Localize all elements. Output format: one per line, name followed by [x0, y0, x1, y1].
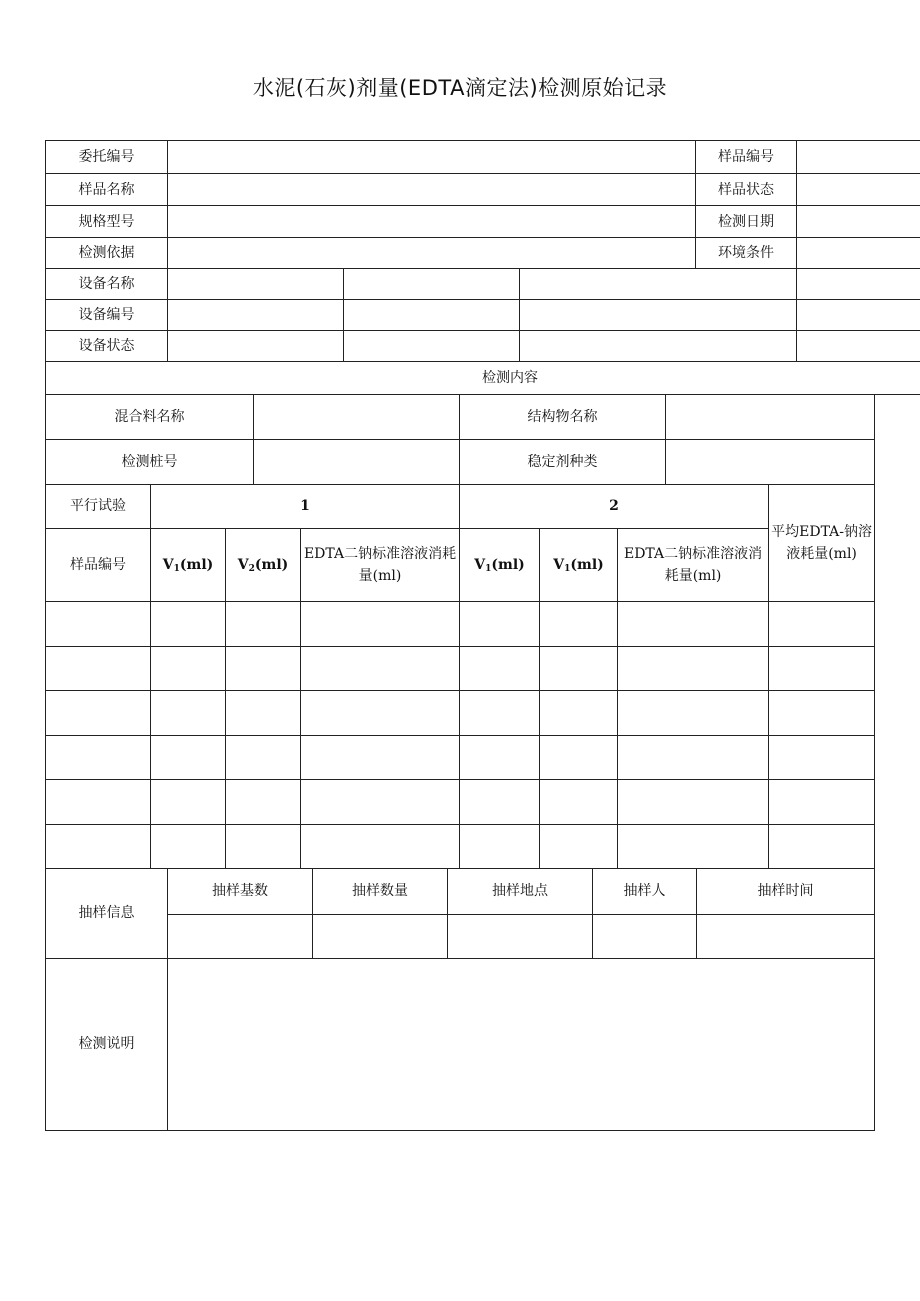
cell[interactable] — [226, 736, 301, 780]
equipment-no-field-2[interactable] — [344, 300, 520, 331]
table-row — [46, 825, 875, 869]
remarks-table — [45, 959, 875, 1132]
average-edta-header — [769, 485, 875, 602]
table-row — [46, 647, 875, 691]
v1b-header-group2: $V_1(ml)$ — [540, 529, 618, 602]
cell[interactable] — [46, 825, 151, 869]
cell[interactable] — [226, 825, 301, 869]
equipment-name-label: 设备名称 — [46, 269, 168, 300]
equipment-name-field-3[interactable] — [520, 269, 797, 300]
environment-field[interactable] — [797, 238, 920, 269]
environment-label: 环境条件 — [696, 238, 797, 269]
table-row — [46, 780, 875, 825]
mix-name-field[interactable] — [254, 395, 460, 439]
remarks-field[interactable] — [168, 959, 875, 1131]
station-no-label: 检测桩号 — [46, 439, 254, 484]
edta-consumption-header-2: EDTA二钠标准溶液消耗量(ml) — [618, 529, 769, 602]
sampling-base-field[interactable] — [168, 914, 313, 958]
cell[interactable] — [301, 780, 460, 825]
sampling-time-header: 抽样时间 — [697, 869, 875, 914]
cell[interactable] — [540, 602, 618, 647]
sample-no-field[interactable] — [797, 141, 920, 174]
group-2-header: 2 — [460, 485, 769, 529]
parallel-test-table — [45, 485, 875, 870]
equipment-no-field-1[interactable] — [168, 300, 344, 331]
equipment-state-field-3[interactable] — [520, 331, 797, 362]
cell[interactable] — [460, 602, 540, 647]
cell[interactable] — [226, 602, 301, 647]
v1-header-group2: $V_1(ml)$ — [460, 529, 540, 602]
cell[interactable] — [460, 647, 540, 691]
table-row — [46, 602, 875, 647]
cell[interactable] — [151, 691, 226, 736]
cell[interactable] — [769, 647, 875, 691]
cell[interactable] — [618, 736, 769, 780]
test-content-table — [45, 395, 875, 485]
cell[interactable] — [540, 647, 618, 691]
sampling-location-field[interactable] — [448, 914, 593, 958]
cell[interactable] — [46, 602, 151, 647]
mix-name-label: 混合料名称 — [46, 395, 254, 439]
cell[interactable] — [151, 602, 226, 647]
test-content-heading: 检测内容 — [46, 362, 920, 395]
cell[interactable] — [618, 647, 769, 691]
stabilizer-type-field[interactable] — [666, 439, 875, 484]
equipment-state-label: 设备状态 — [46, 331, 168, 362]
spec-model-label: 规格型号 — [46, 206, 168, 238]
commission-no-label: 委托编号 — [46, 141, 168, 174]
cell[interactable] — [301, 825, 460, 869]
stabilizer-type-label: 稳定剂种类 — [460, 439, 666, 484]
sample-state-field[interactable] — [797, 174, 920, 206]
cell[interactable] — [769, 780, 875, 825]
equipment-name-field-1[interactable] — [168, 269, 344, 300]
cell[interactable] — [540, 825, 618, 869]
spec-model-field[interactable] — [168, 206, 696, 238]
cell[interactable] — [226, 691, 301, 736]
sample-no-label: 样品编号 — [696, 141, 797, 174]
sampling-info-label: 抽样信息 — [46, 869, 168, 958]
cell[interactable] — [301, 647, 460, 691]
sampler-field[interactable] — [593, 914, 697, 958]
equipment-state-field-4[interactable] — [797, 331, 920, 362]
cell[interactable] — [618, 780, 769, 825]
test-basis-label: 检测依据 — [46, 238, 168, 269]
cell[interactable] — [540, 691, 618, 736]
structure-name-field[interactable] — [666, 395, 875, 439]
equipment-state-field-1[interactable] — [168, 331, 344, 362]
v2-header-group1: $V_2(ml)$ — [226, 529, 301, 602]
cell[interactable] — [301, 736, 460, 780]
cell[interactable] — [301, 602, 460, 647]
cell[interactable] — [540, 780, 618, 825]
cell[interactable] — [151, 825, 226, 869]
remarks-label: 检测说明 — [46, 959, 168, 1131]
commission-no-field[interactable] — [168, 141, 696, 174]
sampling-info-table — [45, 869, 875, 959]
average-edta-label: 平均EDTA-钠溶液耗量(ml) — [771, 523, 872, 562]
test-date-field[interactable] — [797, 206, 920, 238]
sampling-location-header: 抽样地点 — [448, 869, 593, 914]
cell[interactable] — [618, 602, 769, 647]
sample-name-label: 样品名称 — [46, 174, 168, 206]
cell[interactable] — [151, 780, 226, 825]
equipment-state-field-2[interactable] — [344, 331, 520, 362]
station-no-field[interactable] — [254, 439, 460, 484]
sample-name-field[interactable] — [168, 174, 696, 206]
cell[interactable] — [460, 825, 540, 869]
cell[interactable] — [460, 780, 540, 825]
table-row — [46, 736, 875, 780]
equipment-no-label: 设备编号 — [46, 300, 168, 331]
sampling-time-field[interactable] — [697, 914, 875, 958]
sampler-header: 抽样人 — [593, 869, 697, 914]
cell[interactable] — [301, 691, 460, 736]
table-row — [46, 691, 875, 736]
parallel-test-label: 平行试验 — [46, 485, 151, 529]
equipment-no-field-4[interactable] — [797, 300, 920, 331]
page-title: 水泥(石灰)剂量(EDTA滴定法)检测原始记录 — [252, 76, 668, 100]
sampling-base-header: 抽样基数 — [168, 869, 313, 914]
equipment-no-field-3[interactable] — [520, 300, 797, 331]
sampling-quantity-field[interactable] — [313, 914, 448, 958]
equipment-name-field-2[interactable] — [344, 269, 520, 300]
sampling-quantity-header: 抽样数量 — [313, 869, 448, 914]
cell[interactable] — [769, 736, 875, 780]
cell[interactable] — [618, 691, 769, 736]
cell[interactable] — [460, 691, 540, 736]
sample-state-label: 样品状态 — [696, 174, 797, 206]
cell[interactable] — [46, 691, 151, 736]
cell[interactable] — [540, 736, 618, 780]
equipment-name-field-4[interactable] — [797, 269, 920, 300]
sample-no-header: 样品编号 — [46, 529, 151, 602]
cell[interactable] — [151, 647, 226, 691]
cell[interactable] — [46, 736, 151, 780]
edta-consumption-header-1: EDTA二钠标准溶液消耗量(ml) — [301, 529, 460, 602]
cell[interactable] — [769, 602, 875, 647]
cell[interactable] — [618, 825, 769, 869]
cell[interactable] — [769, 825, 875, 869]
cell[interactable] — [769, 691, 875, 736]
test-basis-field[interactable] — [168, 238, 696, 269]
record-sheet — [45, 140, 874, 1131]
cell[interactable] — [226, 780, 301, 825]
v1-header-group1: $V_1(ml)$ — [151, 529, 226, 602]
cell[interactable] — [151, 736, 226, 780]
basic-info-table — [45, 140, 920, 395]
cell[interactable] — [46, 780, 151, 825]
cell[interactable] — [226, 647, 301, 691]
group-1-header: 1 — [151, 485, 460, 529]
structure-name-label: 结构物名称 — [460, 395, 666, 439]
test-date-label: 检测日期 — [696, 206, 797, 238]
cell[interactable] — [46, 647, 151, 691]
cell[interactable] — [460, 736, 540, 780]
